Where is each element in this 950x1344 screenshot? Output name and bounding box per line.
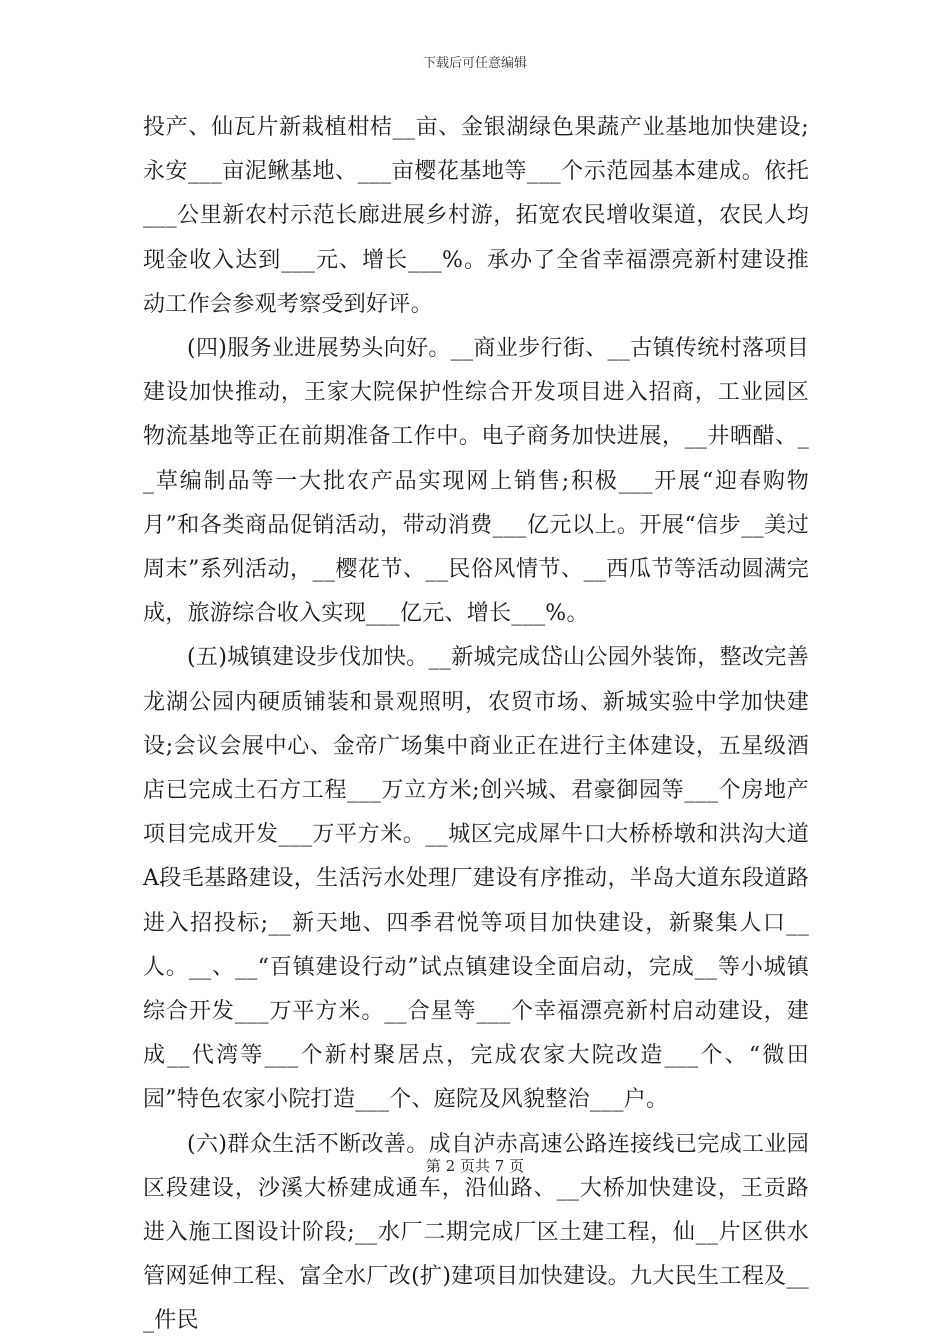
paragraph-agriculture-continued: 投产、仙瓦片新栽植柑桔__亩、金银湖绿色果蔬产业基地加快建设;永安___亩泥鳅基地、___亩樱花基地等___个示范园基本建成。依托___公里新农村示范长廊进展乡村游，拓宽农民增收渠道，农民人均现金收入达到___元、增长___%。承办了全省幸福漂亮新村建设推动工作会参观考察受到好评。 bbox=[143, 115, 809, 317]
paragraph-service-industry: (四)服务业进展势头向好。__商业步行街、__古镇传统村落项目建设加快推动，王家大院保护性综合开发项目进入招商，工业园区物流基地等正在前期准备工作中。电子商务加快进展，__井晒醋、__草编制品等一大批农产品实现网上销售;积极___开展“迎春购物月”和各类商品促销活动，带动消费___亿元以上。开展“信步__美过周末”系列活动，__樱花节、__民俗风情节、__西瓜节等活动圆满完成，旅游综合收入实现___亿元、增长___%。 bbox=[143, 336, 809, 627]
page-number: 第 2 页共 7 页 bbox=[425, 1157, 525, 1175]
paragraph-livelihood: (六)群众生活不断改善。成自泸赤高速公路连接线已完成工业园区段建设，沙溪大桥建成通车，沿仙路、__大桥加快建设，王贡路进入施工图设计阶段;__水厂二期完成厂区土建工程，仙__片区供水管网延伸工程、富全水厂改(扩)建项目加快建设。九大民生工程及___件民 bbox=[143, 1131, 809, 1334]
paragraph-urban-construction: (五)城镇建设步伐加快。__新城完成岱山公园外装饰，整改完善龙湖公园内硬质铺装和景观照明，农贸市场、新城实验中学加快建设;会议会展中心、金帝广场集中商业正在进行主体建设，五星级酒店已完成土石方工程___万立方米;创兴城、君豪御园等___个房地产项目完成开发___万平方米。__城区完成犀牛口大桥桥墩和洪沟大道A段毛基路建设，生活污水处理厂建设有序推动，半岛大道东段道路进入招投标;__新天地、四季君悦等项目加快建设，新聚集人口__人。__、__“百镇建设行动”试点镇建设全面启动，完成__等小城镇综合开发___万平方米。__合星等___个幸福漂亮新村启动建设，建成__代湾等___个新村聚居点，完成农家大院改造___个、“微田园”特色农家小院打造___个、庭院及风貌整治___户。 bbox=[143, 645, 809, 1113]
page-header-note: 下载后可任意编辑 bbox=[422, 56, 527, 71]
